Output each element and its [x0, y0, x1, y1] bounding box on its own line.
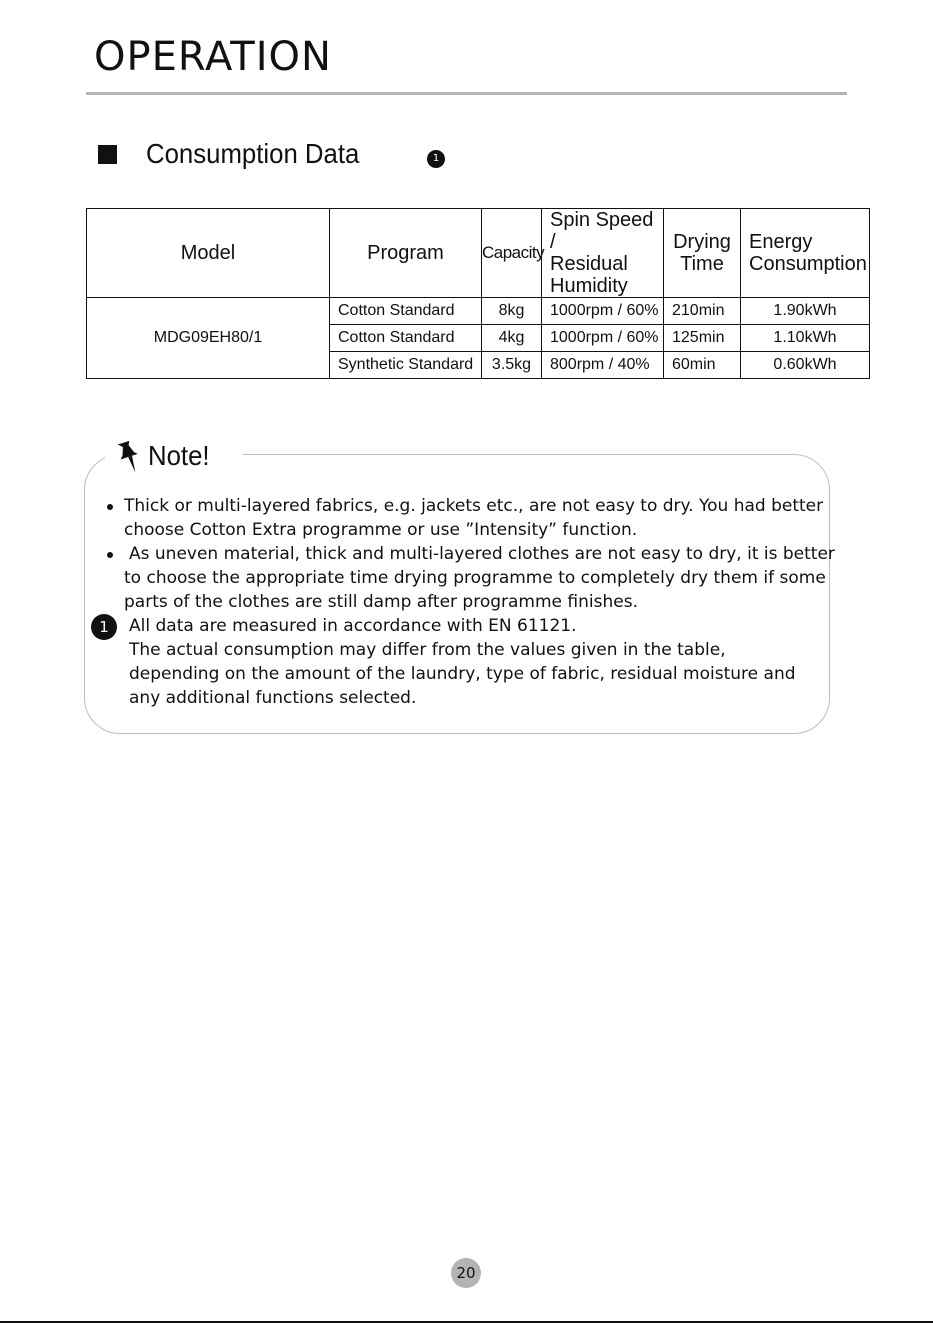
- model-cell: MDG09EH80/1: [87, 298, 330, 379]
- capacity-cell: 4kg: [482, 325, 542, 352]
- note-line: any additional functions selected.: [129, 688, 417, 708]
- column-header-energy: [741, 209, 870, 298]
- drying-cell: 125min: [664, 325, 741, 352]
- note-line: to choose the appropriate time drying programme to completely dry them if some: [124, 568, 826, 588]
- column-header-drying: [664, 209, 741, 298]
- drying-header-line: Time: [680, 253, 724, 275]
- capacity-cell: 8kg: [482, 298, 542, 325]
- section-title: Consumption Data: [146, 138, 360, 169]
- bottom-divider: [0, 1321, 933, 1323]
- column-header-model: Model: [87, 209, 330, 298]
- consumption-table: [86, 208, 870, 379]
- spin-cell: 800rpm / 40%: [542, 352, 664, 379]
- spin-cell: 1000rpm / 60%: [542, 298, 664, 325]
- note-line: All data are measured in accordance with EN 61121.: [129, 616, 577, 636]
- page-title: OPERATION: [94, 34, 332, 80]
- program-cell: Cotton Standard: [330, 298, 482, 325]
- energy-cell: 1.10kWh: [741, 325, 870, 352]
- footnote-marker-badge: 1: [91, 614, 117, 640]
- column-header-spin: [542, 209, 664, 298]
- drying-header-line: Drying: [673, 231, 731, 253]
- column-header-capacity: Capacity: [482, 209, 542, 298]
- note-line: Thick or multi-layered fabrics, e.g. jackets etc., are not easy to dry. You had better: [124, 496, 824, 516]
- energy-cell: 0.60kWh: [741, 352, 870, 379]
- section-square-icon: [98, 145, 117, 164]
- bullet-icon: [107, 504, 113, 510]
- spin-header-line: Humidity: [550, 275, 628, 297]
- pushpin-icon: [114, 440, 140, 476]
- energy-header-line: Consumption: [749, 253, 867, 275]
- table-header-row: [87, 209, 870, 298]
- note-line: depending on the amount of the laundry, type of fabric, residual moisture and: [129, 664, 796, 684]
- note-title: Note!: [148, 440, 210, 471]
- program-cell: Cotton Standard: [330, 325, 482, 352]
- table-row: [87, 298, 870, 325]
- note-line: choose Cotton Extra programme or use ”Intensity” function.: [124, 520, 638, 540]
- energy-header-line: Energy: [749, 231, 813, 253]
- spin-header-line: Residual: [550, 253, 628, 275]
- spin-header-line: Spin Speed /: [550, 209, 654, 253]
- footnote-ref-badge: 1: [427, 150, 445, 168]
- column-header-program: Program: [330, 209, 482, 298]
- note-line: As uneven material, thick and multi-layered clothes are not easy to dry, it is better: [129, 544, 835, 564]
- drying-cell: 60min: [664, 352, 741, 379]
- spin-cell: 1000rpm / 60%: [542, 325, 664, 352]
- energy-cell: 1.90kWh: [741, 298, 870, 325]
- bullet-icon: [107, 552, 113, 558]
- program-cell: Synthetic Standard: [330, 352, 482, 379]
- note-line: The actual consumption may differ from the values given in the table,: [129, 640, 726, 660]
- header-divider: [86, 92, 847, 95]
- drying-cell: 210min: [664, 298, 741, 325]
- note-line: parts of the clothes are still damp after programme finishes.: [124, 592, 638, 612]
- capacity-cell: 3.5kg: [482, 352, 542, 379]
- page-number: 20: [451, 1258, 481, 1288]
